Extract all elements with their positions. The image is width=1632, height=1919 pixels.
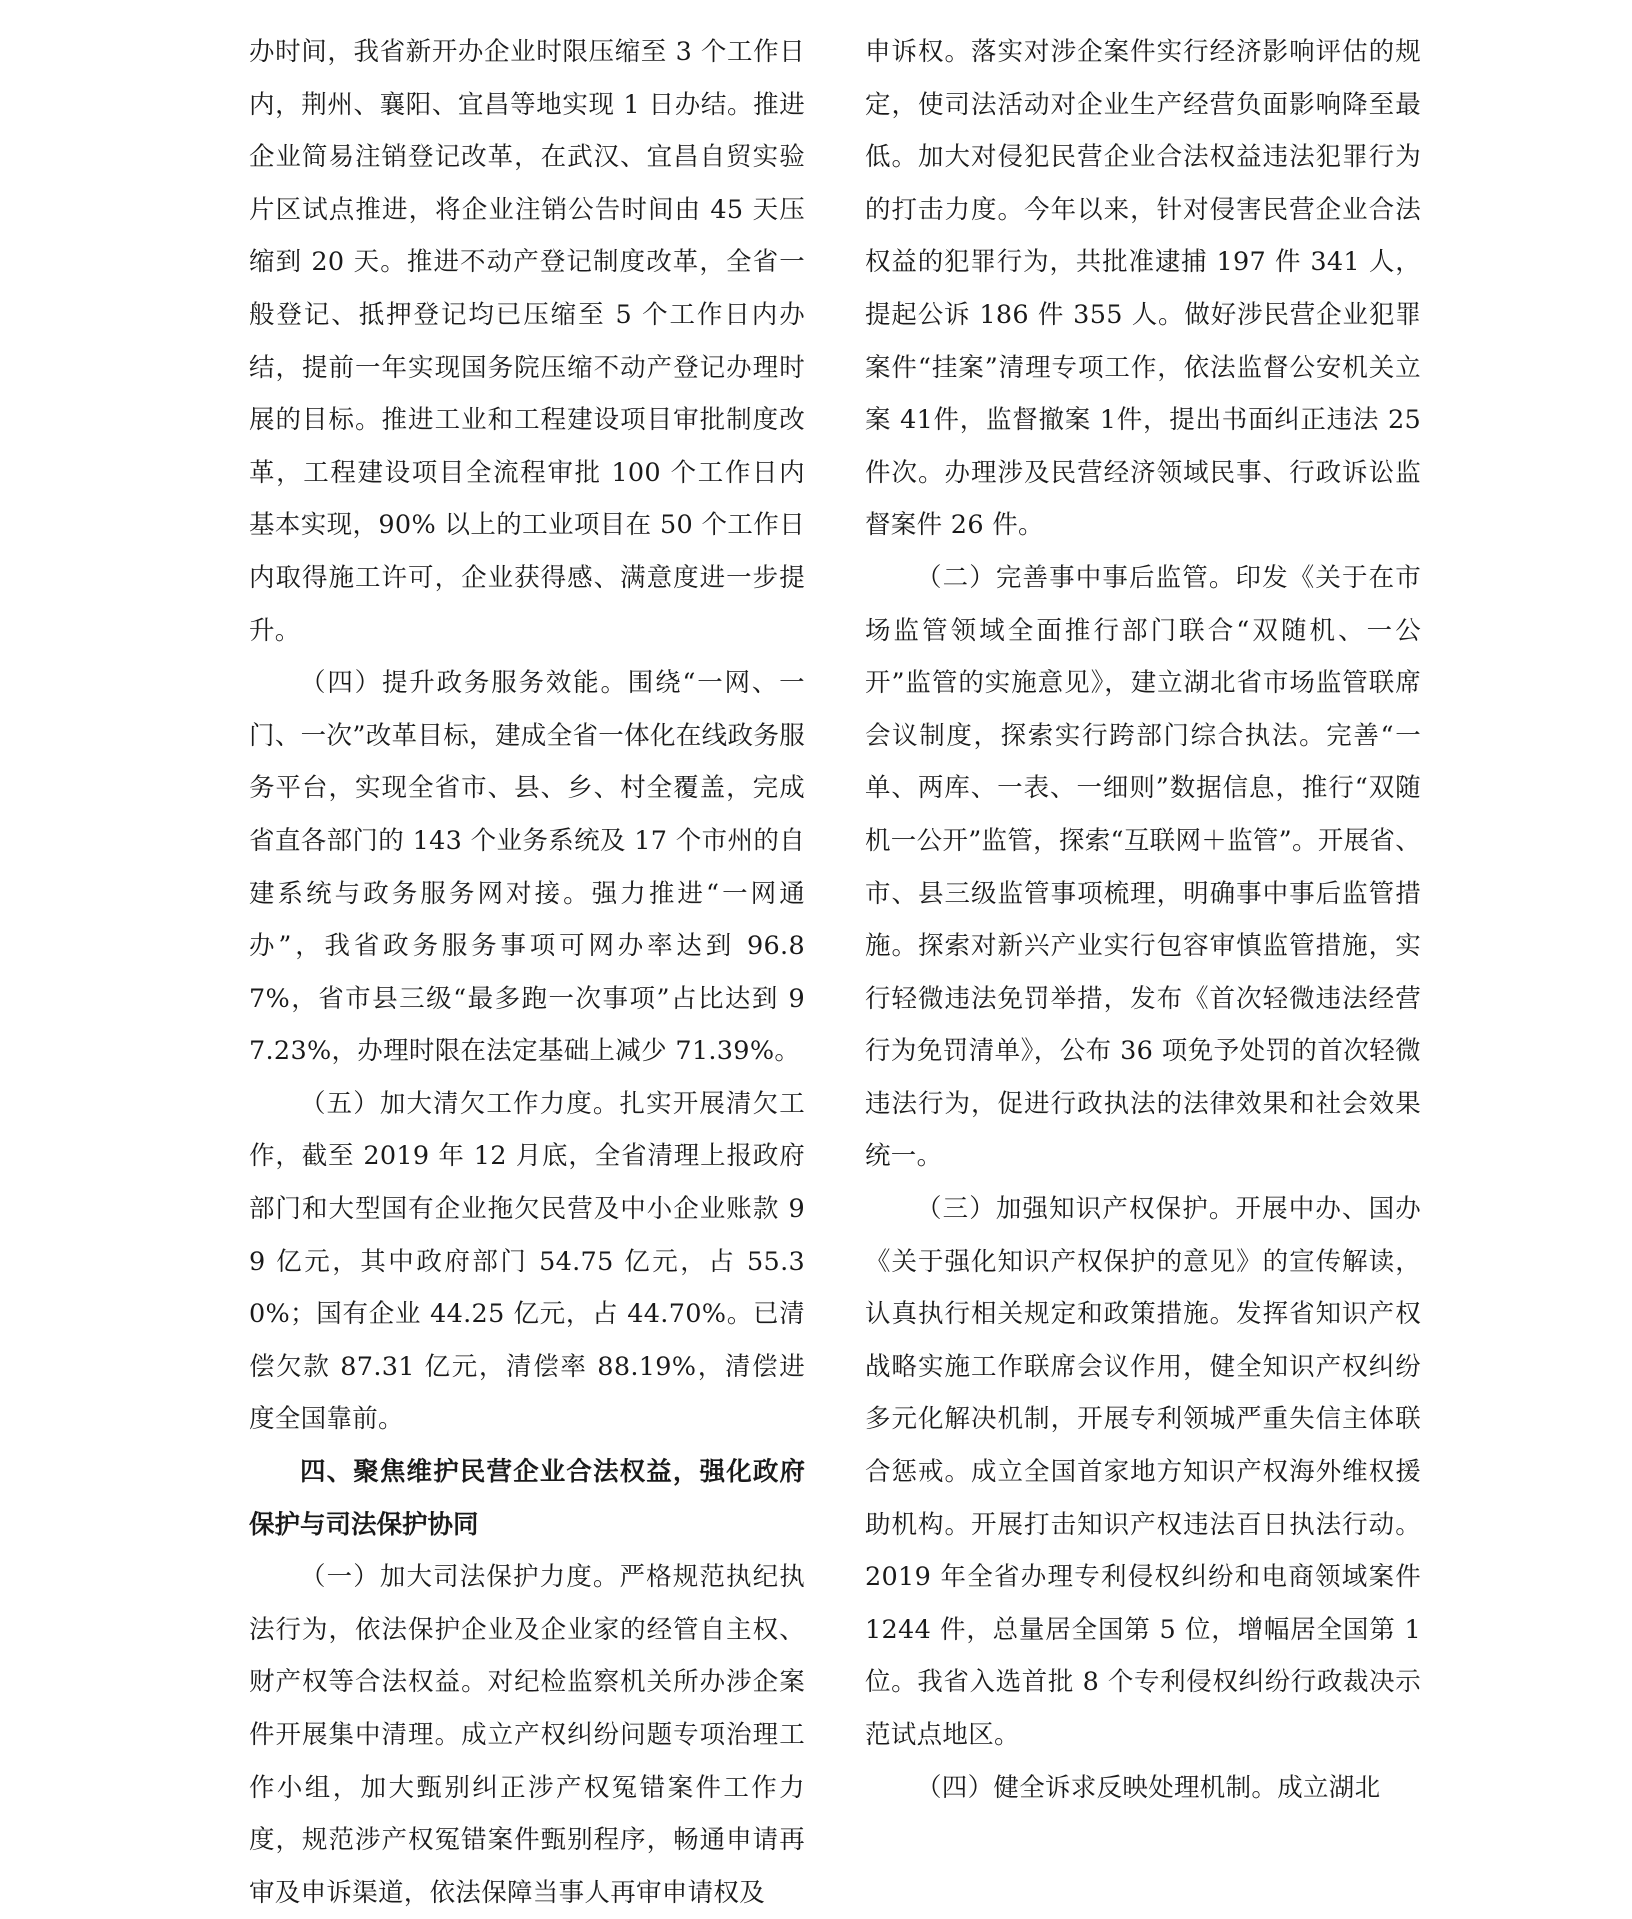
left-column: [249, 26, 805, 1919]
right-column: [865, 26, 1421, 1814]
paragraph-government-services: （四）提升政务服务效能。围绕“一网、一门、一次”改革目标，建成全省一体化在线政务服务平台，实现全省市、县、乡、村全覆盖，完成省直各部门的 143 个业务系统及 17 个市州的自建系统与政务服务网对接。强力推进“一网通办”，我省政务服务事项可网办率达到 96.87%，省市县三级“最多跑一次事项”占比达到 97.23%，办理时限在法定基础上减少 71.39%。: [249, 668, 805, 1067]
paragraph-supervision: （二）完善事中事后监管。印发《关于在市场监管领域全面推行部门联合“双随机、一公开”监管的实施意见》，建立湖北省市场监管联席会议制度，探索实行跨部门综合执法。完善“一单、两库、一表、一细则”数据信息，推行“双随机一公开”监管，探索“互联网＋监管”。开展省、市、县三级监管事项梳理，明确事中事后监管措施。探索对新兴产业实行包容审慎监管措施，实行轻微违法免罚举措，发布《首次轻微违法经营行为免罚清单》，公布 36 项免予处罚的首次轻微违法行为，促进行政执法的法律效果和社会效果统一。: [865, 562, 1422, 1172]
paragraph-arrears-clearing: （五）加大清欠工作力度。扎实开展清欠工作，截至 2019 年 12 月底，全省清理上报政府部门和大型国有企业拖欠民营及中小企业账款 99 亿元，其中政府部门 54.75 亿元，占 55.30%；国有企业 44.25 亿元，占 44.70%。已清偿欠款 87.31 亿元，清偿率 88.19%，清偿进度全国靠前。: [249, 1088, 805, 1435]
section-heading: 四、聚焦维护民营企业合法权益，强化政府保护与司法保护协同: [249, 1457, 805, 1540]
paragraph-ip-protection: （三）加强知识产权保护。开展中办、国办《关于强化知识产权保护的意见》的宣传解读，认真执行相关规定和政策措施。发挥省知识产权战略实施工作联席会议作用，健全知识产权纠纷多元化解决机制，开展专利领城严重失信主体联合惩戒。成立全国首家地方知识产权海外维权援助机构。开展打击知识产权违法百日执法行动。2019 年全省办理专利侵权纠纷和电商领域案件 1244 件，总量居全国第 5 位，增幅居全国第 1 位。我省入选首批 8 个专利侵权纠纷行政裁决示范试点地区。: [865, 1194, 1421, 1750]
paragraph-appeal-rights: 申诉权。落实对涉企案件实行经济影响评估的规定，使司法活动对企业生产经营负面影响降至最低。加大对侵犯民营企业合法权益违法犯罪行为的打击力度。今年以来，针对侵害民营企业合法权益的犯罪行为，共批准逮捕 197 件 341 人，提起公诉 186 件 355 人。做好涉民营企业犯罪案件“挂案”清理专项工作，依法监督公安机关立案 41件，监督撤案 1件，提出书面纠正违法 25件次。办理涉及民营经济领域民事、行政诉讼监督案件 26 件。: [865, 37, 1421, 541]
paragraph-complaint-mechanism: （四）健全诉求反映处理机制。成立湖北: [916, 1772, 1381, 1803]
paragraph-judicial-protection: （一）加大司法保护力度。严格规范执纪执法行为，依法保护企业及企业家的经管自主权、财产权等合法权益。对纪检监察机关所办涉企案件开展集中清理。成立产权纠纷问题专项治理工作小组，加大甄别纠正涉产权冤错案件工作力度，规范涉产权冤错案件甄别程序，畅通申请再审及申诉渠道，依法保障当事人再审申请权及: [249, 1562, 805, 1908]
paragraph-business-registration: 办时间，我省新开办企业时限压缩至 3 个工作日内，荆州、襄阳、宜昌等地实现 1 日办结。推进企业简易注销登记改革，在武汉、宜昌自贸实验片区试点推进，将企业注销公告时间由 45 天压缩到 20 天。推进不动产登记制度改革，全省一般登记、抵押登记均已压缩至 5 个工作日内办结，提前一年实现国务院压缩不动产登记办理时展的目标。推进工业和工程建设项目审批制度改革，工程建设项目全流程审批 100 个工作日内基本实现，90% 以上的工业项目在 50 个工作日内取得施工许可，企业获得感、满意度进一步提升。: [249, 37, 805, 646]
